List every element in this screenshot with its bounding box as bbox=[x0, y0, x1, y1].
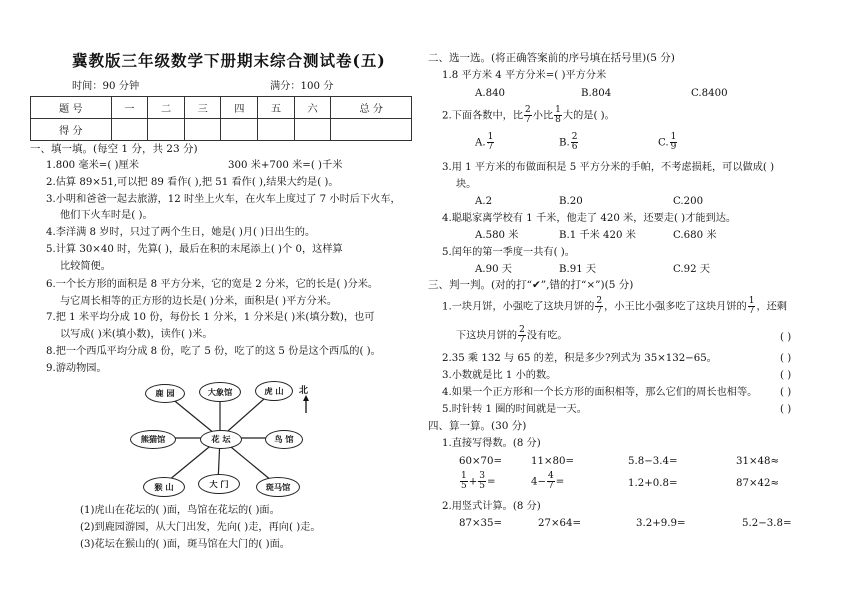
fraction bbox=[595, 297, 603, 316]
option: B.1 千米 420 米 bbox=[559, 230, 636, 241]
map-node-panda-hall: 熊猫馆 bbox=[130, 430, 176, 449]
question: 5.时针转 1 圈的时间就是一天。 bbox=[442, 404, 587, 415]
question: 4.如果一个正方形和一个长方形的面积相等，那么它们的周长也相等。 bbox=[442, 387, 758, 398]
score-table-header-row bbox=[31, 97, 412, 119]
question: 2.35 乘 132 与 65 的差，积是多少?列式为 35×132−65。 bbox=[442, 353, 717, 364]
question: 8.把一个西瓜平均分成 8 份，吃了 5 份，吃了的这 5 份是这个西瓜的( )。 bbox=[46, 346, 381, 357]
answer-paren[interactable]: ( ) bbox=[780, 387, 792, 398]
fraction bbox=[478, 472, 486, 491]
denominator: 7 bbox=[748, 306, 755, 316]
denominator: 7 bbox=[519, 335, 525, 345]
option: A.90 天 bbox=[475, 264, 512, 275]
calc-item: $\frac{1}{5}$ + $\frac{3}{5}$ = bbox=[461, 471, 496, 491]
section2-heading: 二、选一选。(将正确答案前的序号填在括号里)(5 分) bbox=[428, 52, 675, 64]
calc-item: 11×80= bbox=[531, 456, 574, 467]
score-input-cell[interactable] bbox=[184, 119, 221, 141]
text: 1.一块月饼，小强吃了这块月饼的 bbox=[442, 301, 595, 313]
option bbox=[475, 133, 495, 153]
text: C. bbox=[658, 137, 669, 149]
score-cell: 五 bbox=[258, 97, 295, 119]
option bbox=[559, 133, 579, 153]
full-score: 满分：100 分 bbox=[270, 81, 334, 92]
section3-heading: 三、判一判。(对的打“✔”,错的打“×”)(5 分) bbox=[428, 279, 634, 291]
numerator: 1 bbox=[670, 132, 677, 142]
question: (3)花坛在猴山的( )面，斑马馆在大门的( )面。 bbox=[80, 539, 290, 550]
score-cell: 四 bbox=[221, 97, 258, 119]
map-node-tiger-hill: 虎 山 bbox=[255, 381, 293, 401]
question: 1.8 平方米 4 平方分米=( )平方分米 bbox=[442, 70, 607, 81]
calc-item: 87×35= bbox=[459, 518, 502, 529]
score-cell: 一 bbox=[111, 97, 148, 119]
score-cell: 二 bbox=[148, 97, 185, 119]
fraction bbox=[554, 106, 562, 125]
north-label: 北 bbox=[299, 386, 309, 396]
question: 5.计算 30×40 时，先算( )，最后在积的末尾添上( )个 0，这样算 bbox=[46, 244, 343, 255]
fraction bbox=[547, 472, 555, 491]
text: 2.下面各数中，比 bbox=[442, 110, 524, 122]
score-input-cell[interactable] bbox=[294, 119, 331, 141]
score-input-cell[interactable] bbox=[111, 119, 148, 141]
exam-time: 时间：90 分钟 bbox=[72, 81, 140, 92]
denominator: 5 bbox=[479, 481, 486, 491]
numerator: 1 bbox=[748, 296, 755, 306]
denominator: 6 bbox=[571, 142, 578, 152]
text: 没有吃。 bbox=[526, 330, 568, 342]
fraction bbox=[487, 133, 495, 152]
score-table-score-row bbox=[31, 119, 412, 141]
map-node-bird-hall: 鸟 馆 bbox=[265, 430, 303, 449]
map-node-zebra-hall: 斑马馆 bbox=[256, 477, 300, 497]
question: 块。 bbox=[456, 179, 477, 190]
option: B.804 bbox=[581, 88, 612, 99]
section1-heading: 一、填一填。(每空 1 分，共 23 分) bbox=[30, 143, 198, 155]
answer-paren[interactable]: ( ) bbox=[780, 332, 792, 343]
question: 9.游动物园。 bbox=[46, 363, 107, 374]
question: (2)到鹿园游园，从大门出发，先向( )走，再向( )走。 bbox=[80, 522, 321, 533]
question: 5.闰年的第一季度一共有( )。 bbox=[442, 247, 575, 258]
text: A. bbox=[475, 137, 486, 149]
question: 3.小明和爸爸一起去旅游，12 时坐上火车，在火车上度过了 7 小时后下火车， bbox=[46, 194, 401, 205]
numerator: 4 bbox=[548, 471, 554, 481]
subsection: 1.直接写得数。(8 分) bbox=[442, 438, 541, 449]
fraction bbox=[518, 326, 526, 345]
text: B. bbox=[559, 137, 570, 149]
denominator: 5 bbox=[461, 481, 467, 491]
score-input-cell[interactable] bbox=[258, 119, 295, 141]
denominator: 7 bbox=[487, 142, 494, 152]
option: A.840 bbox=[475, 88, 506, 99]
map-node-monkey-hill: 猴 山 bbox=[143, 477, 185, 497]
text: 4 bbox=[531, 476, 538, 488]
map-node-elephant-hall: 大象馆 bbox=[199, 382, 241, 402]
fraction bbox=[460, 472, 468, 491]
question: 7.把 1 米平均分成 10 份，每份长 1 分米，1 分米是( )米(填分数)，也可 bbox=[46, 312, 375, 323]
question: 2.估算 89×51,可以把 89 看作( ),把 51 看作( ),结果大约是( )。 bbox=[46, 177, 339, 188]
option: B.91 天 bbox=[559, 264, 597, 275]
numerator: 2 bbox=[596, 296, 603, 306]
option bbox=[658, 133, 678, 153]
option: B.20 bbox=[559, 196, 583, 207]
answer-paren[interactable]: ( ) bbox=[780, 370, 792, 381]
question: 4.李洋满 8 岁时，只过了两个生日，她是( )月( )日出生的。 bbox=[46, 227, 316, 238]
question: 1.800 毫米=( )厘米 bbox=[46, 160, 139, 171]
score-cell: 得 分 bbox=[31, 119, 112, 141]
numerator: 2 bbox=[519, 325, 525, 335]
fraction bbox=[670, 133, 678, 152]
numerator: 1 bbox=[461, 471, 467, 481]
answer-paren[interactable]: ( ) bbox=[780, 404, 792, 415]
question: 3.用 1 平方米的布做面积是 5 平方分米的手帕，不考虑损耗，可以做成( ) bbox=[442, 162, 775, 173]
fraction bbox=[524, 106, 532, 125]
denominator: 7 bbox=[596, 306, 603, 316]
question: 3.小数就是比 1 小的数。 bbox=[442, 370, 557, 381]
option: C.680 米 bbox=[673, 230, 717, 241]
score-input-cell[interactable] bbox=[221, 119, 258, 141]
subsection: 2.用竖式计算。(8 分) bbox=[442, 501, 541, 512]
denominator: 7 bbox=[548, 481, 554, 491]
north-arrow-icon bbox=[302, 395, 310, 413]
text: ，小王比小强多吃了这块月饼的 bbox=[604, 301, 747, 313]
numerator: 2 bbox=[571, 132, 578, 142]
calc-item: 87×42≈ bbox=[736, 478, 779, 489]
score-table bbox=[30, 96, 412, 141]
score-cell: 六 bbox=[294, 97, 331, 119]
calc-item: 3.2+9.9= bbox=[636, 518, 686, 529]
numerator: 3 bbox=[479, 471, 486, 481]
score-cell: 三 bbox=[184, 97, 221, 119]
map-node-main-gate: 大 门 bbox=[198, 474, 240, 494]
question: 以写成( )米(填小数)，读作( )米。 bbox=[60, 329, 213, 340]
text: 大的是( )。 bbox=[562, 110, 615, 122]
question: (1)虎山在花坛的( )面，鸟馆在花坛的( )面。 bbox=[80, 505, 280, 516]
fraction bbox=[748, 297, 756, 316]
section4-heading: 四、算一算。(30 分) bbox=[428, 420, 527, 432]
numerator: 1 bbox=[555, 105, 561, 115]
numerator: 1 bbox=[487, 132, 494, 142]
option: C.200 bbox=[673, 196, 704, 207]
calc-item: 31×48≈ bbox=[736, 456, 779, 467]
score-input-cell[interactable] bbox=[148, 119, 185, 141]
calc-item: 27×64= bbox=[538, 518, 581, 529]
question: 6.一个长方形的面积是 8 平方分米，它的宽是 2 分米，它的长是( )分米。 bbox=[46, 279, 379, 290]
score-cell: 总 分 bbox=[331, 97, 412, 119]
map-node-deer-park: 鹿 园 bbox=[145, 384, 185, 403]
answer-paren[interactable]: ( ) bbox=[780, 353, 792, 364]
question: 与它周长相等的正方形的边长是( )分米，面积是( )平方分米。 bbox=[60, 296, 338, 307]
question bbox=[442, 297, 787, 317]
option: C.8400 bbox=[691, 88, 728, 99]
question: 他们下火车时是( )。 bbox=[60, 210, 153, 221]
denominator: 9 bbox=[670, 142, 677, 152]
denominator: 8 bbox=[555, 115, 561, 125]
page-title: 冀教版三年级数学下册期末综合测试卷(五) bbox=[72, 51, 386, 70]
score-cell: 题 号 bbox=[31, 97, 112, 119]
option: A.2 bbox=[475, 196, 493, 207]
option: C.92 天 bbox=[673, 264, 711, 275]
calc-item: 5.8−3.4= bbox=[628, 456, 678, 467]
calc-item: 1.2+0.8= bbox=[628, 478, 678, 489]
calc-item: 5.2−3.8= bbox=[742, 518, 792, 529]
fraction bbox=[571, 133, 579, 152]
calc-item: 60×70= bbox=[459, 456, 502, 467]
question bbox=[456, 326, 568, 346]
option: A.580 米 bbox=[475, 230, 519, 241]
question: 4.聪聪家离学校有 1 千米，他走了 420 米，还要走( )才能到达。 bbox=[442, 213, 737, 224]
text: 小比 bbox=[532, 110, 554, 122]
text: 下这块月饼的 bbox=[456, 330, 518, 342]
score-input-cell[interactable] bbox=[331, 119, 412, 141]
calc-item: 4− $\frac{4}{7}$ = bbox=[531, 471, 565, 491]
question bbox=[442, 106, 615, 126]
numerator: 2 bbox=[525, 105, 531, 115]
question: 比较简便。 bbox=[60, 261, 111, 272]
denominator: 7 bbox=[525, 115, 531, 125]
text: ，还剩 bbox=[756, 301, 787, 313]
zoo-map bbox=[125, 375, 325, 503]
map-node-flower-bed: 花 坛 bbox=[200, 430, 242, 449]
question: 300 米+700 米=( )千米 bbox=[228, 160, 343, 171]
